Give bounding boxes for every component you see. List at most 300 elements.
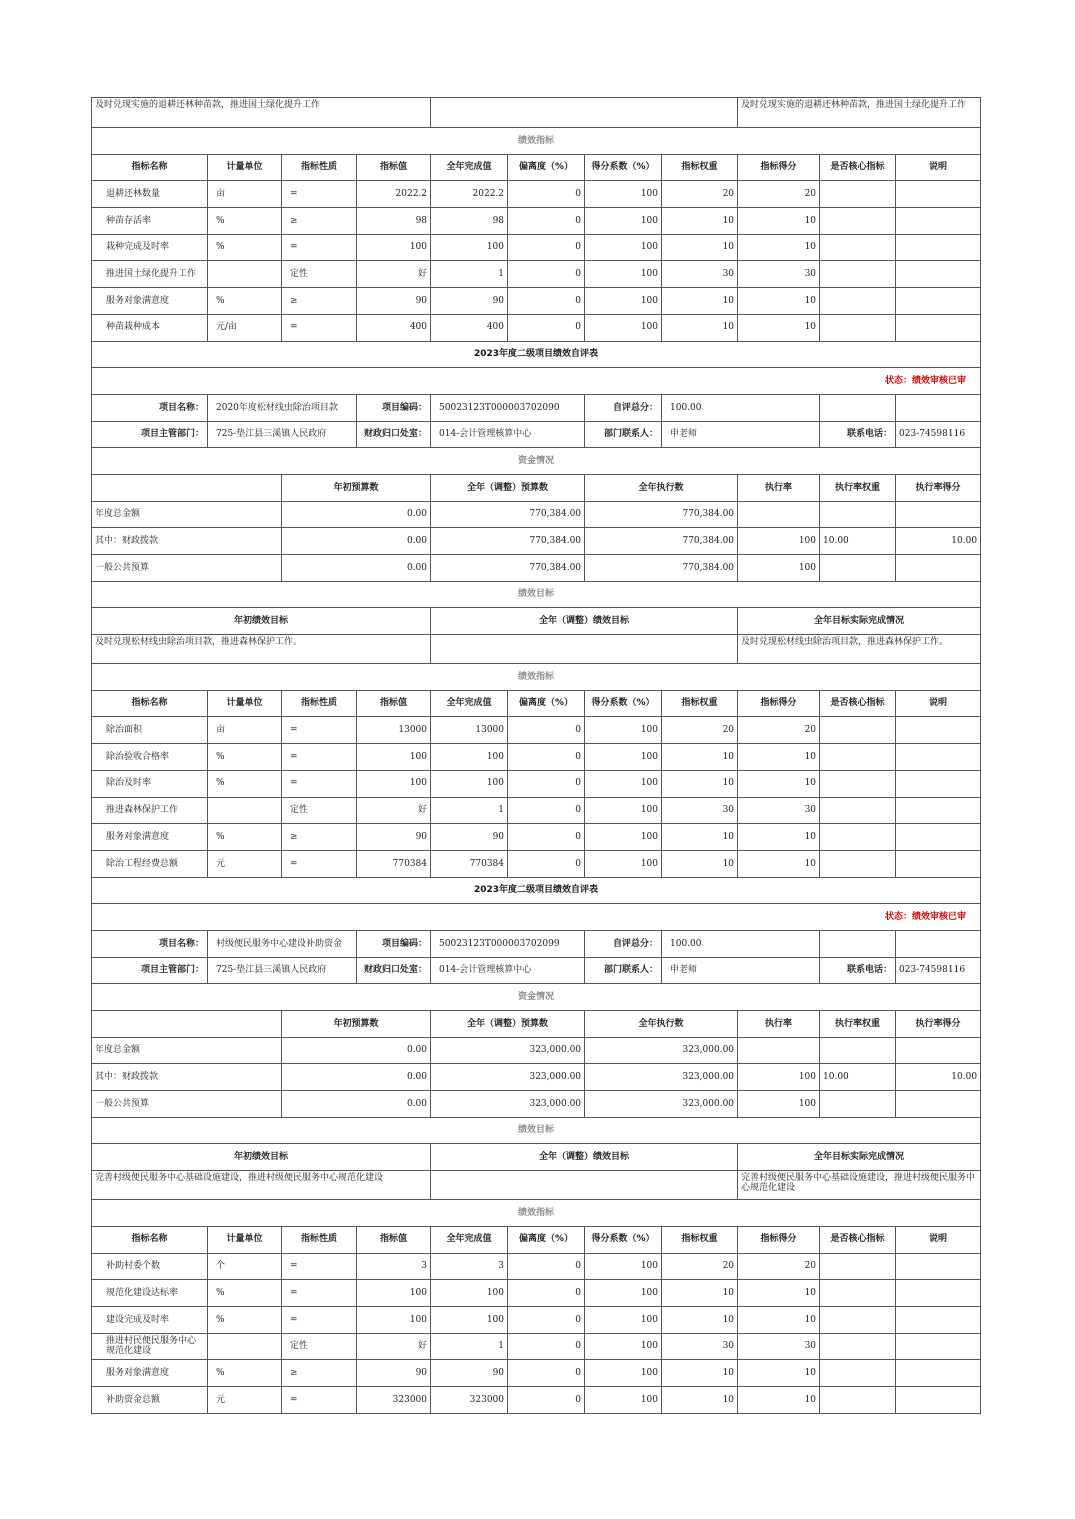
- indicator-weight: 30: [662, 261, 738, 288]
- label-self-score: 自评总分：: [585, 394, 662, 421]
- indicator-header-coef: 得分系数（%）: [585, 1226, 662, 1253]
- indicator-deviation: 0: [508, 314, 585, 341]
- indicator-weight: 20: [662, 1253, 738, 1280]
- indicator-header-core: 是否核心指标: [820, 690, 896, 717]
- goal-initial-text: 完善村级便民服务中心基础设施建设，推进村级便民服务中心规范化建设: [92, 1171, 431, 1200]
- indicator-unit: %: [208, 744, 282, 771]
- label-contact: 部门联系人：: [585, 957, 662, 984]
- funds-row-label: 其中：财政拨款: [92, 1064, 282, 1091]
- indicator-core: [820, 850, 896, 877]
- funds-executed: 323,000.00: [585, 1037, 738, 1064]
- label-project-name: 项目名称：: [92, 394, 208, 421]
- indicator-deviation: 0: [508, 1386, 585, 1413]
- indicator-note: [896, 850, 981, 877]
- indicator-note: [896, 797, 981, 824]
- funds-exec-score: [896, 1091, 981, 1118]
- finance-office: 014-会计管理核算中心: [431, 421, 585, 448]
- indicator-weight: 30: [662, 1333, 738, 1360]
- indicator-actual: 100: [431, 234, 508, 261]
- indicator-score: 10: [738, 744, 820, 771]
- indicator-score: 10: [738, 208, 820, 235]
- indicator-note: [896, 1333, 981, 1360]
- indicator-coef: 100: [585, 261, 662, 288]
- indicator-header-unit: 计量单位: [208, 154, 282, 181]
- indicator-nature: =: [282, 770, 357, 797]
- indicator-coef: 100: [585, 744, 662, 771]
- funds-exec-weight: [820, 555, 896, 582]
- indicator-value: 好: [357, 261, 431, 288]
- indicator-name: 除治及时率: [92, 770, 208, 797]
- indicator-nature: =: [282, 1306, 357, 1333]
- indicator-score: 10: [738, 770, 820, 797]
- indicator-deviation: 0: [508, 850, 585, 877]
- funds-executed: 323,000.00: [585, 1091, 738, 1118]
- indicator-weight: 10: [662, 314, 738, 341]
- indicator-deviation: 0: [508, 824, 585, 851]
- indicator-value: 770384: [357, 850, 431, 877]
- indicator-coef: 100: [585, 797, 662, 824]
- indicator-deviation: 0: [508, 797, 585, 824]
- funds-adjusted: 770,384.00: [431, 528, 585, 555]
- indicator-value: 100: [357, 1280, 431, 1307]
- funds-row-label: 年度总金额: [92, 501, 282, 528]
- empty: [820, 394, 896, 421]
- col-exec-rate: 执行率: [738, 474, 820, 501]
- indicator-actual: 100: [431, 1280, 508, 1307]
- funds-executed: 770,384.00: [585, 501, 738, 528]
- indicator-core: [820, 744, 896, 771]
- indicator-unit: %: [208, 234, 282, 261]
- indicator-score: 10: [738, 1386, 820, 1413]
- indicator-unit: 元: [208, 1386, 282, 1413]
- label-finance-office: 财政归口处室：: [357, 421, 431, 448]
- indicator-coef: 100: [585, 1333, 662, 1360]
- indicator-name: 补助资金总额: [92, 1386, 208, 1413]
- indicator-score: 10: [738, 850, 820, 877]
- goal-initial-text: 及时兑现实施的退耕还林种苗款，推进国土绿化提升工作: [92, 98, 431, 128]
- col-initial-budget: 年初预算数: [282, 474, 431, 501]
- indicator-core: [820, 770, 896, 797]
- indicator-score: 10: [738, 314, 820, 341]
- indicator-deviation: 0: [508, 234, 585, 261]
- empty: [820, 930, 896, 957]
- indicator-coef: 100: [585, 234, 662, 261]
- indicator-header-note: 说明: [896, 690, 981, 717]
- indicator-nature: =: [282, 744, 357, 771]
- indicator-header-name: 指标名称: [92, 1226, 208, 1253]
- indicator-coef: 100: [585, 1306, 662, 1333]
- col-exec-score: 执行率得分: [896, 1011, 981, 1038]
- indicator-core: [820, 208, 896, 235]
- indicator-note: [896, 717, 981, 744]
- indicator-coef: 100: [585, 288, 662, 315]
- indicator-coef: 100: [585, 850, 662, 877]
- goal-initial-text: 及时兑现松材线虫除治项目款，推进森林保护工作。: [92, 635, 431, 664]
- indicator-score: 30: [738, 261, 820, 288]
- funds-exec-weight: [820, 501, 896, 528]
- col-exec-weight: 执行率权重: [820, 474, 896, 501]
- funds-adjusted: 770,384.00: [431, 555, 585, 582]
- indicator-unit: %: [208, 208, 282, 235]
- indicator-value: 90: [357, 288, 431, 315]
- funds-row-label: 年度总金额: [92, 1037, 282, 1064]
- indicator-name: 除治工程经费总额: [92, 850, 208, 877]
- indicator-name: 种苗栽种成本: [92, 314, 208, 341]
- report-title: 2023年度二级项目绩效自评表: [92, 341, 981, 368]
- goal-col-initial: 年初绩效目标: [92, 1144, 431, 1171]
- label-project-code: 项目编码：: [357, 394, 431, 421]
- section-funds: 资金情况: [92, 448, 981, 475]
- funds-exec-weight: [820, 1091, 896, 1118]
- indicator-weight: 10: [662, 208, 738, 235]
- indicator-nature: ≥: [282, 288, 357, 315]
- indicator-header-weight: 指标权重: [662, 690, 738, 717]
- indicator-actual: 770384: [431, 850, 508, 877]
- indicator-header-dev: 偏离度（%）: [508, 690, 585, 717]
- indicator-score: 10: [738, 1280, 820, 1307]
- goal-adjusted-text: [431, 98, 738, 128]
- performance-evaluation-sheet: [91, 97, 981, 1414]
- project-code: 50023123T000003702090: [431, 394, 585, 421]
- indicator-actual: 323000: [431, 1386, 508, 1413]
- indicator-header-dev: 偏离度（%）: [508, 1226, 585, 1253]
- indicator-unit: %: [208, 1280, 282, 1307]
- label-phone: 联系电话：: [820, 421, 896, 448]
- phone: 023-74598116: [896, 957, 981, 984]
- funds-exec-weight: [820, 1037, 896, 1064]
- indicator-value: 90: [357, 1360, 431, 1387]
- funds-exec-rate: [738, 1037, 820, 1064]
- indicator-nature: =: [282, 1386, 357, 1413]
- funds-initial: 0.00: [282, 1091, 431, 1118]
- indicator-deviation: 0: [508, 208, 585, 235]
- indicator-coef: 100: [585, 314, 662, 341]
- indicator-unit: 元: [208, 850, 282, 877]
- indicator-deviation: 0: [508, 744, 585, 771]
- indicator-value: 3: [357, 1253, 431, 1280]
- indicator-core: [820, 1360, 896, 1387]
- dept: 725-垫江县三溪镇人民政府: [208, 957, 357, 984]
- self-score: 100.00: [662, 394, 820, 421]
- indicator-unit: [208, 797, 282, 824]
- indicator-header-weight: 指标权重: [662, 1226, 738, 1253]
- label-project-code: 项目编码：: [357, 930, 431, 957]
- section-indicators: 绩效指标: [92, 128, 981, 155]
- indicator-coef: 100: [585, 181, 662, 208]
- col-initial-budget: 年初预算数: [282, 1011, 431, 1038]
- indicator-value: 90: [357, 824, 431, 851]
- project-name: 村级便民服务中心建设补助资金: [208, 930, 357, 957]
- indicator-name: 种苗存活率: [92, 208, 208, 235]
- indicator-weight: 10: [662, 1386, 738, 1413]
- indicator-core: [820, 1386, 896, 1413]
- indicator-header-score: 指标得分: [738, 1226, 820, 1253]
- indicator-header-note: 说明: [896, 1226, 981, 1253]
- label-project-name: 项目名称：: [92, 930, 208, 957]
- contact: 申老师: [662, 957, 820, 984]
- indicator-weight: 10: [662, 1306, 738, 1333]
- indicator-core: [820, 261, 896, 288]
- funds-exec-rate: 100: [738, 1091, 820, 1118]
- indicator-note: [896, 181, 981, 208]
- indicator-value: 100: [357, 744, 431, 771]
- indicator-header-value: 指标值: [357, 1226, 431, 1253]
- indicator-deviation: 0: [508, 181, 585, 208]
- label-dept: 项目主管部门：: [92, 421, 208, 448]
- indicator-actual: 100: [431, 770, 508, 797]
- indicator-note: [896, 1306, 981, 1333]
- funds-initial: 0.00: [282, 1064, 431, 1091]
- indicator-name: 服务对象满意度: [92, 1360, 208, 1387]
- indicator-score: 10: [738, 1306, 820, 1333]
- indicator-core: [820, 288, 896, 315]
- goal-col-adjusted: 全年（调整）绩效目标: [431, 1144, 738, 1171]
- indicator-header-score: 指标得分: [738, 154, 820, 181]
- indicator-nature: =: [282, 717, 357, 744]
- indicator-nature: 定性: [282, 261, 357, 288]
- indicator-header-nature: 指标性质: [282, 690, 357, 717]
- indicator-deviation: 0: [508, 1306, 585, 1333]
- indicator-name: 推进国土绿化提升工作: [92, 261, 208, 288]
- funds-row-label: 一般公共预算: [92, 1091, 282, 1118]
- empty: [896, 394, 981, 421]
- section-funds: 资金情况: [92, 984, 981, 1011]
- funds-exec-weight: 10.00: [820, 528, 896, 555]
- funds-initial: 0.00: [282, 1037, 431, 1064]
- goal-adjusted-text: [431, 635, 738, 664]
- indicator-header-note: 说明: [896, 154, 981, 181]
- funds-initial: 0.00: [282, 501, 431, 528]
- indicator-name: 推进村民便民服务中心规范化建设: [92, 1333, 208, 1360]
- indicator-score: 10: [738, 824, 820, 851]
- indicator-value: 好: [357, 797, 431, 824]
- indicator-header-nature: 指标性质: [282, 154, 357, 181]
- empty: [896, 930, 981, 957]
- funds-executed: 770,384.00: [585, 555, 738, 582]
- indicator-core: [820, 824, 896, 851]
- section-goals: 绩效目标: [92, 581, 981, 608]
- indicator-unit: 亩: [208, 717, 282, 744]
- label-phone: 联系电话：: [820, 957, 896, 984]
- goal-col-actual: 全年目标实际完成情况: [738, 608, 981, 635]
- indicator-actual: 100: [431, 744, 508, 771]
- funds-exec-rate: 100: [738, 528, 820, 555]
- indicator-actual: 98: [431, 208, 508, 235]
- goal-adjusted-text: [431, 1171, 738, 1200]
- indicator-name: 退耕还林数量: [92, 181, 208, 208]
- indicator-actual: 13000: [431, 717, 508, 744]
- indicator-value: 100: [357, 1306, 431, 1333]
- label-contact: 部门联系人：: [585, 421, 662, 448]
- col-executed: 全年执行数: [585, 474, 738, 501]
- indicator-unit: 个: [208, 1253, 282, 1280]
- funds-exec-rate: [738, 501, 820, 528]
- indicator-note: [896, 1360, 981, 1387]
- indicator-coef: 100: [585, 208, 662, 235]
- funds-exec-score: [896, 501, 981, 528]
- indicator-note: [896, 234, 981, 261]
- indicator-header-weight: 指标权重: [662, 154, 738, 181]
- indicator-header-coef: 得分系数（%）: [585, 154, 662, 181]
- indicator-actual: 1: [431, 1333, 508, 1360]
- funds-initial: 0.00: [282, 528, 431, 555]
- indicator-core: [820, 1280, 896, 1307]
- indicator-score: 30: [738, 797, 820, 824]
- indicator-score: 10: [738, 288, 820, 315]
- indicator-header-actual: 全年完成值: [431, 154, 508, 181]
- indicator-value: 好: [357, 1333, 431, 1360]
- col-exec-weight: 执行率权重: [820, 1011, 896, 1038]
- indicator-value: 2022.2: [357, 181, 431, 208]
- funds-executed: 323,000.00: [585, 1064, 738, 1091]
- indicator-core: [820, 797, 896, 824]
- indicator-actual: 90: [431, 288, 508, 315]
- indicator-coef: 100: [585, 1280, 662, 1307]
- indicator-header-value: 指标值: [357, 154, 431, 181]
- indicator-score: 20: [738, 1253, 820, 1280]
- indicator-coef: 100: [585, 1360, 662, 1387]
- indicator-value: 400: [357, 314, 431, 341]
- indicator-header-actual: 全年完成值: [431, 690, 508, 717]
- phone: 023-74598116: [896, 421, 981, 448]
- indicator-note: [896, 1386, 981, 1413]
- indicator-header-core: 是否核心指标: [820, 1226, 896, 1253]
- project-code: 50023123T000003702099: [431, 930, 585, 957]
- indicator-header-nature: 指标性质: [282, 1226, 357, 1253]
- indicator-weight: 10: [662, 234, 738, 261]
- indicator-unit: %: [208, 824, 282, 851]
- funds-initial: 0.00: [282, 555, 431, 582]
- indicator-score: 20: [738, 717, 820, 744]
- indicator-unit: %: [208, 1306, 282, 1333]
- status-badge: 状态：绩效审核已审: [92, 368, 981, 395]
- funds-exec-score: 10.00: [896, 528, 981, 555]
- indicator-nature: ≥: [282, 824, 357, 851]
- indicator-deviation: 0: [508, 1280, 585, 1307]
- indicator-score: 20: [738, 181, 820, 208]
- indicator-header-actual: 全年完成值: [431, 1226, 508, 1253]
- indicator-nature: =: [282, 1280, 357, 1307]
- empty: [92, 1011, 282, 1038]
- indicator-header-unit: 计量单位: [208, 690, 282, 717]
- goal-col-actual: 全年目标实际完成情况: [738, 1144, 981, 1171]
- funds-row-label: 其中：财政拨款: [92, 528, 282, 555]
- indicator-actual: 1: [431, 797, 508, 824]
- indicator-nature: =: [282, 314, 357, 341]
- funds-adjusted: 770,384.00: [431, 501, 585, 528]
- indicator-header-coef: 得分系数（%）: [585, 690, 662, 717]
- indicator-coef: 100: [585, 717, 662, 744]
- goal-col-initial: 年初绩效目标: [92, 608, 431, 635]
- indicator-note: [896, 261, 981, 288]
- funds-exec-score: [896, 1037, 981, 1064]
- indicator-value: 323000: [357, 1386, 431, 1413]
- funds-exec-rate: 100: [738, 1064, 820, 1091]
- label-dept: 项目主管部门：: [92, 957, 208, 984]
- contact: 申老师: [662, 421, 820, 448]
- indicator-note: [896, 1280, 981, 1307]
- indicator-weight: 20: [662, 717, 738, 744]
- funds-exec-score: [896, 555, 981, 582]
- indicator-actual: 1: [431, 261, 508, 288]
- project-name: 2020年度松材线虫除治项目款: [208, 394, 357, 421]
- indicator-core: [820, 1333, 896, 1360]
- empty: [92, 474, 282, 501]
- indicator-unit: 元/亩: [208, 314, 282, 341]
- indicator-nature: =: [282, 850, 357, 877]
- indicator-header-value: 指标值: [357, 690, 431, 717]
- indicator-header-core: 是否核心指标: [820, 154, 896, 181]
- funds-exec-rate: 100: [738, 555, 820, 582]
- indicator-weight: 10: [662, 824, 738, 851]
- label-self-score: 自评总分：: [585, 930, 662, 957]
- col-adjusted-budget: 全年（调整）预算数: [431, 1011, 585, 1038]
- indicator-actual: 100: [431, 1306, 508, 1333]
- indicator-unit: %: [208, 288, 282, 315]
- status-badge: 状态：绩效审核已审: [92, 904, 981, 931]
- indicator-core: [820, 1306, 896, 1333]
- indicator-coef: 100: [585, 824, 662, 851]
- indicator-name: 服务对象满意度: [92, 824, 208, 851]
- col-adjusted-budget: 全年（调整）预算数: [431, 474, 585, 501]
- indicator-note: [896, 770, 981, 797]
- indicator-deviation: 0: [508, 261, 585, 288]
- indicator-actual: 90: [431, 824, 508, 851]
- indicator-weight: 10: [662, 770, 738, 797]
- indicator-header-score: 指标得分: [738, 690, 820, 717]
- indicator-coef: 100: [585, 1386, 662, 1413]
- indicator-core: [820, 1253, 896, 1280]
- section-indicators: 绩效指标: [92, 664, 981, 691]
- finance-office: 014-会计管理核算中心: [431, 957, 585, 984]
- indicator-unit: %: [208, 770, 282, 797]
- indicator-weight: 10: [662, 288, 738, 315]
- funds-exec-weight: 10.00: [820, 1064, 896, 1091]
- indicator-name: 推进森林保护工作: [92, 797, 208, 824]
- indicator-name: 服务对象满意度: [92, 288, 208, 315]
- indicator-actual: 90: [431, 1360, 508, 1387]
- indicator-header-unit: 计量单位: [208, 1226, 282, 1253]
- indicator-weight: 10: [662, 744, 738, 771]
- indicator-actual: 400: [431, 314, 508, 341]
- indicator-nature: =: [282, 234, 357, 261]
- indicator-nature: =: [282, 181, 357, 208]
- indicator-deviation: 0: [508, 717, 585, 744]
- indicator-deviation: 0: [508, 770, 585, 797]
- indicator-name: 栽种完成及时率: [92, 234, 208, 261]
- indicator-deviation: 0: [508, 288, 585, 315]
- funds-adjusted: 323,000.00: [431, 1037, 585, 1064]
- funds-exec-score: 10.00: [896, 1064, 981, 1091]
- goal-actual-text: 及时兑现实施的退耕还林种苗款，推进国土绿化提升工作: [738, 98, 981, 128]
- label-finance-office: 财政归口处室：: [357, 957, 431, 984]
- col-exec-rate: 执行率: [738, 1011, 820, 1038]
- indicator-weight: 30: [662, 797, 738, 824]
- indicator-nature: ≥: [282, 1360, 357, 1387]
- indicator-weight: 10: [662, 1360, 738, 1387]
- indicator-nature: 定性: [282, 797, 357, 824]
- indicator-core: [820, 181, 896, 208]
- funds-adjusted: 323,000.00: [431, 1091, 585, 1118]
- indicator-weight: 20: [662, 181, 738, 208]
- indicator-note: [896, 1253, 981, 1280]
- indicator-weight: 10: [662, 1280, 738, 1307]
- indicator-nature: ≥: [282, 208, 357, 235]
- indicator-name: 除治面积: [92, 717, 208, 744]
- indicator-header-name: 指标名称: [92, 154, 208, 181]
- indicator-unit: [208, 261, 282, 288]
- indicator-name: 补助村委个数: [92, 1253, 208, 1280]
